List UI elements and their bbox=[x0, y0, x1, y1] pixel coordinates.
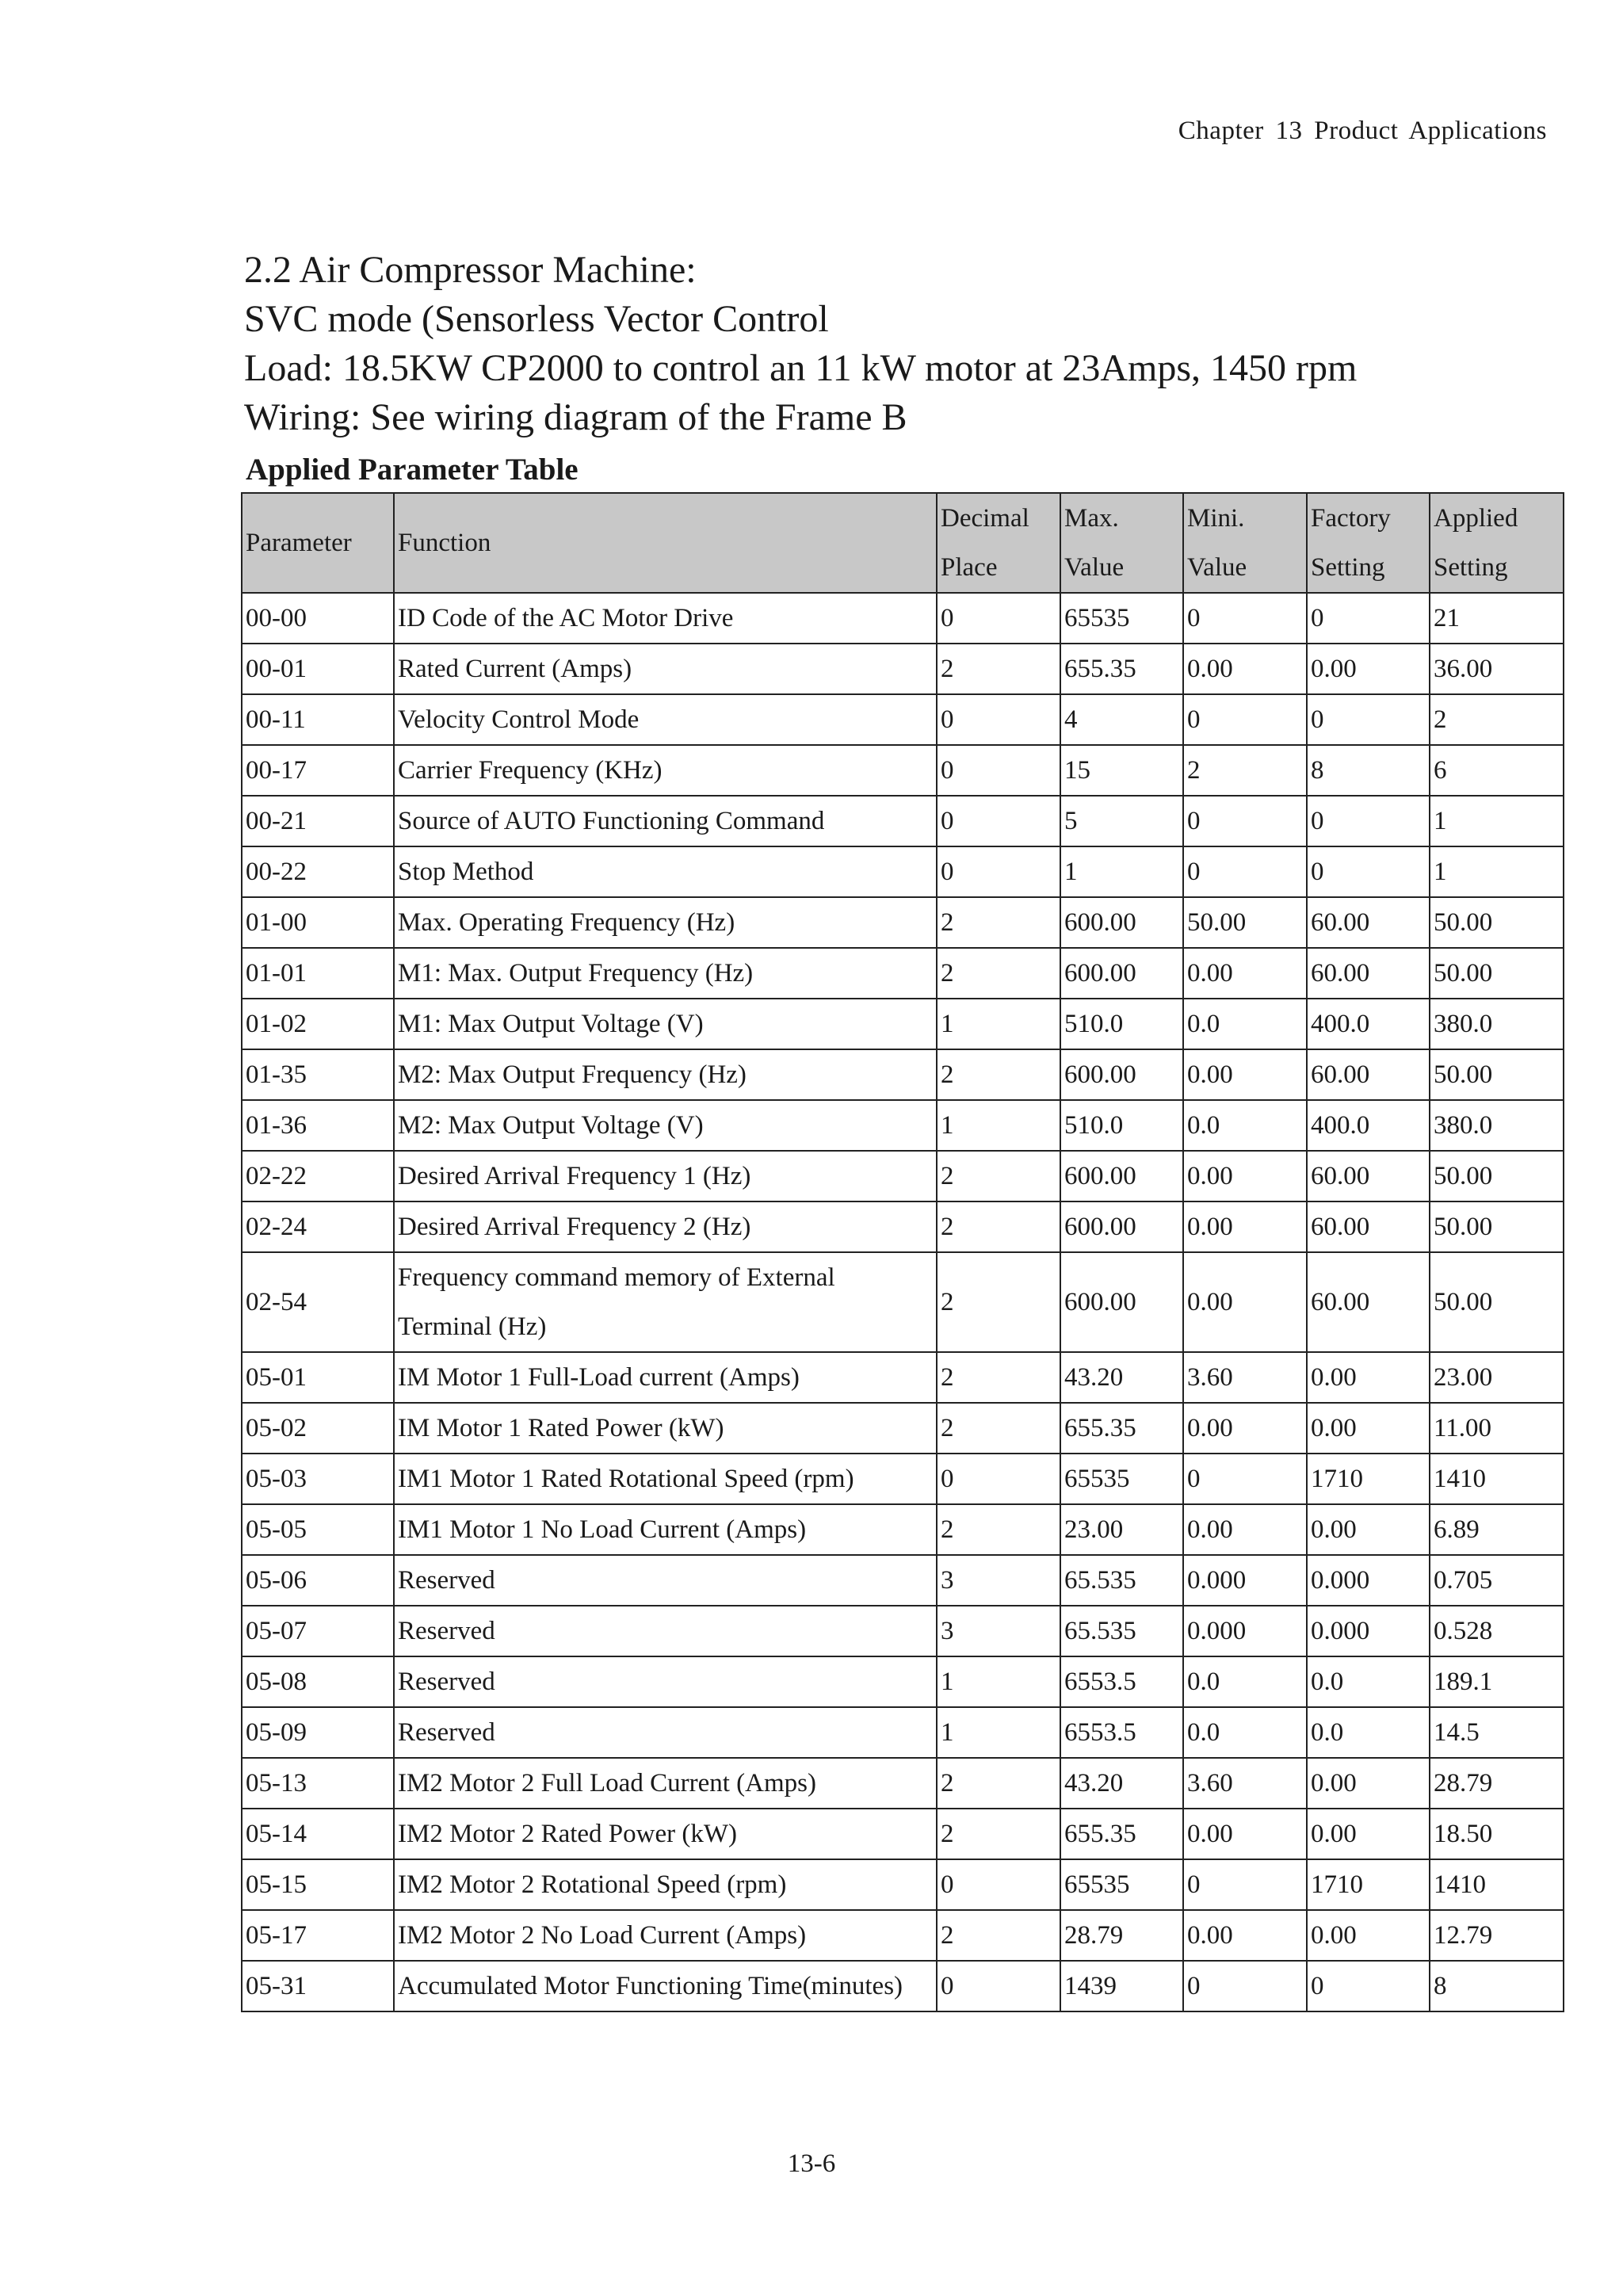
cell-min-value: 0 bbox=[1183, 846, 1307, 897]
header-factory-setting bbox=[1307, 493, 1430, 593]
cell-function: M2: Max Output Voltage (V) bbox=[394, 1100, 937, 1151]
cell-applied-setting: 0.705 bbox=[1430, 1555, 1564, 1606]
cell-decimal-place: 2 bbox=[937, 1910, 1060, 1961]
cell-decimal-place: 1 bbox=[937, 1656, 1060, 1707]
cell-parameter: 05-15 bbox=[242, 1859, 394, 1910]
cell-factory-setting: 0 bbox=[1307, 593, 1430, 644]
table-row bbox=[242, 745, 1564, 796]
cell-function: IM Motor 1 Rated Power (kW) bbox=[394, 1403, 937, 1454]
table-row bbox=[242, 1504, 1564, 1555]
cell-factory-setting: 60.00 bbox=[1307, 897, 1430, 948]
cell-applied-setting: 23.00 bbox=[1430, 1352, 1564, 1403]
cell-max-value: 655.35 bbox=[1060, 644, 1183, 694]
section-headings bbox=[244, 246, 1357, 442]
cell-factory-setting: 0.00 bbox=[1307, 1758, 1430, 1809]
cell-applied-setting: 50.00 bbox=[1430, 948, 1564, 999]
cell-min-value: 0 bbox=[1183, 1454, 1307, 1504]
cell-function: Reserved bbox=[394, 1555, 937, 1606]
header-max-value bbox=[1060, 493, 1183, 593]
cell-decimal-place: 0 bbox=[937, 694, 1060, 745]
cell-min-value: 0 bbox=[1183, 796, 1307, 846]
cell-parameter: 02-22 bbox=[242, 1151, 394, 1201]
table-header-row bbox=[242, 493, 1564, 593]
table-row bbox=[242, 1049, 1564, 1100]
cell-parameter: 01-36 bbox=[242, 1100, 394, 1151]
cell-decimal-place: 1 bbox=[937, 999, 1060, 1049]
cell-parameter: 00-00 bbox=[242, 593, 394, 644]
table-row bbox=[242, 897, 1564, 948]
cell-applied-setting: 8 bbox=[1430, 1961, 1564, 2011]
cell-factory-setting: 0.0 bbox=[1307, 1656, 1430, 1707]
cell-applied-setting: 6.89 bbox=[1430, 1504, 1564, 1555]
cell-factory-setting: 0 bbox=[1307, 694, 1430, 745]
cell-function: Desired Arrival Frequency 2 (Hz) bbox=[394, 1201, 937, 1252]
table-row bbox=[242, 1910, 1564, 1961]
cell-applied-setting: 1 bbox=[1430, 796, 1564, 846]
table-row bbox=[242, 1758, 1564, 1809]
cell-max-value: 65.535 bbox=[1060, 1606, 1183, 1656]
cell-max-value: 65535 bbox=[1060, 1454, 1183, 1504]
cell-parameter: 01-02 bbox=[242, 999, 394, 1049]
cell-decimal-place: 2 bbox=[937, 1252, 1060, 1352]
cell-min-value: 0.0 bbox=[1183, 999, 1307, 1049]
cell-factory-setting: 60.00 bbox=[1307, 1252, 1430, 1352]
cell-function: IM2 Motor 2 Rated Power (kW) bbox=[394, 1809, 937, 1859]
cell-factory-setting: 0.00 bbox=[1307, 1352, 1430, 1403]
running-header: Chapter 13 Product Applications bbox=[1178, 117, 1547, 145]
cell-applied-setting: 18.50 bbox=[1430, 1809, 1564, 1859]
cell-min-value: 2 bbox=[1183, 745, 1307, 796]
cell-factory-setting: 0.0 bbox=[1307, 1707, 1430, 1758]
header-applied-setting bbox=[1430, 493, 1564, 593]
cell-max-value: 655.35 bbox=[1060, 1403, 1183, 1454]
table-row bbox=[242, 1352, 1564, 1403]
cell-applied-setting: 380.0 bbox=[1430, 999, 1564, 1049]
cell-decimal-place: 2 bbox=[937, 897, 1060, 948]
cell-max-value: 65535 bbox=[1060, 1859, 1183, 1910]
cell-min-value: 0.000 bbox=[1183, 1606, 1307, 1656]
cell-applied-setting: 21 bbox=[1430, 593, 1564, 644]
cell-applied-setting: 14.5 bbox=[1430, 1707, 1564, 1758]
cell-decimal-place: 3 bbox=[937, 1606, 1060, 1656]
cell-min-value: 0.00 bbox=[1183, 1049, 1307, 1100]
cell-factory-setting: 1710 bbox=[1307, 1859, 1430, 1910]
cell-applied-setting: 50.00 bbox=[1430, 897, 1564, 948]
control-mode-line: SVC mode (Sensorless Vector Control bbox=[244, 298, 829, 340]
header-applied-line1: Applied bbox=[1434, 504, 1518, 533]
cell-max-value: 1 bbox=[1060, 846, 1183, 897]
cell-decimal-place: 3 bbox=[937, 1555, 1060, 1606]
cell-parameter: 05-01 bbox=[242, 1352, 394, 1403]
header-factory-line1: Factory bbox=[1311, 504, 1391, 533]
cell-factory-setting: 60.00 bbox=[1307, 1049, 1430, 1100]
cell-applied-setting: 11.00 bbox=[1430, 1403, 1564, 1454]
cell-min-value: 0.0 bbox=[1183, 1656, 1307, 1707]
cell-parameter: 00-21 bbox=[242, 796, 394, 846]
cell-parameter: 01-01 bbox=[242, 948, 394, 999]
table-row bbox=[242, 999, 1564, 1049]
cell-applied-setting: 6 bbox=[1430, 745, 1564, 796]
cell-parameter: 05-09 bbox=[242, 1707, 394, 1758]
cell-factory-setting: 0 bbox=[1307, 796, 1430, 846]
cell-function: IM2 Motor 2 No Load Current (Amps) bbox=[394, 1910, 937, 1961]
cell-max-value: 28.79 bbox=[1060, 1910, 1183, 1961]
cell-decimal-place: 0 bbox=[937, 1454, 1060, 1504]
cell-parameter: 05-02 bbox=[242, 1403, 394, 1454]
cell-function: IM1 Motor 1 No Load Current (Amps) bbox=[394, 1504, 937, 1555]
header-function: Function bbox=[394, 493, 937, 593]
table-row bbox=[242, 1555, 1564, 1606]
cell-applied-setting: 12.79 bbox=[1430, 1910, 1564, 1961]
cell-function: Reserved bbox=[394, 1656, 937, 1707]
cell-decimal-place: 1 bbox=[937, 1707, 1060, 1758]
cell-min-value: 0.00 bbox=[1183, 1403, 1307, 1454]
cell-parameter: 01-35 bbox=[242, 1049, 394, 1100]
cell-decimal-place: 2 bbox=[937, 644, 1060, 694]
cell-function: Reserved bbox=[394, 1606, 937, 1656]
table-row bbox=[242, 1151, 1564, 1201]
cell-decimal-place: 0 bbox=[937, 846, 1060, 897]
table-row bbox=[242, 1859, 1564, 1910]
cell-decimal-place: 0 bbox=[937, 1961, 1060, 2011]
cell-decimal-place: 2 bbox=[937, 1049, 1060, 1100]
cell-decimal-place: 0 bbox=[937, 1859, 1060, 1910]
cell-parameter: 05-06 bbox=[242, 1555, 394, 1606]
wiring-line: Wiring: See wiring diagram of the Frame B bbox=[244, 396, 907, 438]
cell-factory-setting: 400.0 bbox=[1307, 1100, 1430, 1151]
cell-applied-setting: 0.528 bbox=[1430, 1606, 1564, 1656]
cell-decimal-place: 2 bbox=[937, 1809, 1060, 1859]
cell-decimal-place: 0 bbox=[937, 593, 1060, 644]
header-factory-line2: Setting bbox=[1311, 553, 1385, 582]
cell-function: IM2 Motor 2 Rotational Speed (rpm) bbox=[394, 1859, 937, 1910]
cell-factory-setting: 0.00 bbox=[1307, 1504, 1430, 1555]
cell-function: Max. Operating Frequency (Hz) bbox=[394, 897, 937, 948]
cell-parameter: 05-14 bbox=[242, 1809, 394, 1859]
cell-max-value: 5 bbox=[1060, 796, 1183, 846]
cell-applied-setting: 1 bbox=[1430, 846, 1564, 897]
cell-function: Velocity Control Mode bbox=[394, 694, 937, 745]
cell-min-value: 3.60 bbox=[1183, 1352, 1307, 1403]
cell-max-value: 65535 bbox=[1060, 593, 1183, 644]
cell-applied-setting: 50.00 bbox=[1430, 1049, 1564, 1100]
cell-factory-setting: 60.00 bbox=[1307, 1201, 1430, 1252]
cell-factory-setting: 60.00 bbox=[1307, 948, 1430, 999]
cell-function: IM2 Motor 2 Full Load Current (Amps) bbox=[394, 1758, 937, 1809]
cell-function: Accumulated Motor Functioning Time(minutes) bbox=[394, 1961, 937, 2011]
table-row bbox=[242, 1201, 1564, 1252]
cell-parameter: 00-22 bbox=[242, 846, 394, 897]
cell-min-value: 0.00 bbox=[1183, 644, 1307, 694]
cell-function-line1: Frequency command memory of External bbox=[398, 1263, 835, 1292]
cell-max-value: 4 bbox=[1060, 694, 1183, 745]
cell-decimal-place: 0 bbox=[937, 745, 1060, 796]
cell-min-value: 0.0 bbox=[1183, 1707, 1307, 1758]
load-line: Load: 18.5KW CP2000 to control an 11 kW motor at 23Amps, 1450 rpm bbox=[244, 347, 1358, 389]
table-row bbox=[242, 1707, 1564, 1758]
cell-max-value: 6553.5 bbox=[1060, 1707, 1183, 1758]
cell-min-value: 0 bbox=[1183, 593, 1307, 644]
applied-parameter-table bbox=[241, 492, 1564, 2012]
table-row bbox=[242, 1454, 1564, 1504]
header-decimal-line2: Place bbox=[941, 553, 998, 582]
cell-decimal-place: 2 bbox=[937, 948, 1060, 999]
cell-max-value: 600.00 bbox=[1060, 897, 1183, 948]
cell-factory-setting: 60.00 bbox=[1307, 1151, 1430, 1201]
header-min-value bbox=[1183, 493, 1307, 593]
cell-decimal-place: 2 bbox=[937, 1758, 1060, 1809]
cell-parameter: 05-13 bbox=[242, 1758, 394, 1809]
cell-max-value: 65.535 bbox=[1060, 1555, 1183, 1606]
cell-function: Reserved bbox=[394, 1707, 937, 1758]
cell-applied-setting: 189.1 bbox=[1430, 1656, 1564, 1707]
cell-factory-setting: 0 bbox=[1307, 1961, 1430, 2011]
cell-applied-setting: 50.00 bbox=[1430, 1151, 1564, 1201]
table-row bbox=[242, 846, 1564, 897]
table-row bbox=[242, 1403, 1564, 1454]
cell-max-value: 600.00 bbox=[1060, 948, 1183, 999]
table-row bbox=[242, 1961, 1564, 2011]
cell-max-value: 600.00 bbox=[1060, 1252, 1183, 1352]
cell-factory-setting: 0.000 bbox=[1307, 1606, 1430, 1656]
table-row bbox=[242, 1809, 1564, 1859]
cell-max-value: 23.00 bbox=[1060, 1504, 1183, 1555]
header-applied-line2: Setting bbox=[1434, 553, 1508, 582]
section-title: 2.2 Air Compressor Machine: bbox=[244, 249, 697, 291]
cell-decimal-place: 2 bbox=[937, 1352, 1060, 1403]
cell-function: Desired Arrival Frequency 1 (Hz) bbox=[394, 1151, 937, 1201]
cell-parameter: 05-08 bbox=[242, 1656, 394, 1707]
cell-applied-setting: 380.0 bbox=[1430, 1100, 1564, 1151]
cell-applied-setting: 50.00 bbox=[1430, 1201, 1564, 1252]
cell-max-value: 43.20 bbox=[1060, 1352, 1183, 1403]
header-max-line2: Value bbox=[1064, 553, 1125, 582]
cell-factory-setting: 0.00 bbox=[1307, 644, 1430, 694]
cell-decimal-place: 2 bbox=[937, 1504, 1060, 1555]
cell-applied-setting: 1410 bbox=[1430, 1454, 1564, 1504]
cell-parameter: 05-17 bbox=[242, 1910, 394, 1961]
cell-function: Stop Method bbox=[394, 846, 937, 897]
cell-decimal-place: 0 bbox=[937, 796, 1060, 846]
cell-parameter: 00-17 bbox=[242, 745, 394, 796]
cell-min-value: 50.00 bbox=[1183, 897, 1307, 948]
table-row bbox=[242, 694, 1564, 745]
cell-min-value: 0.00 bbox=[1183, 1151, 1307, 1201]
header-parameter: Parameter bbox=[242, 493, 394, 593]
cell-factory-setting: 0 bbox=[1307, 846, 1430, 897]
cell-decimal-place: 2 bbox=[937, 1151, 1060, 1201]
cell-function: M2: Max Output Frequency (Hz) bbox=[394, 1049, 937, 1100]
cell-min-value: 0.00 bbox=[1183, 1809, 1307, 1859]
cell-min-value: 0.00 bbox=[1183, 1201, 1307, 1252]
cell-function: M1: Max Output Voltage (V) bbox=[394, 999, 937, 1049]
cell-factory-setting: 0.00 bbox=[1307, 1403, 1430, 1454]
cell-decimal-place: 1 bbox=[937, 1100, 1060, 1151]
cell-max-value: 1439 bbox=[1060, 1961, 1183, 2011]
header-decimal-place bbox=[937, 493, 1060, 593]
cell-decimal-place: 2 bbox=[937, 1403, 1060, 1454]
cell-parameter: 05-07 bbox=[242, 1606, 394, 1656]
cell-parameter: 05-03 bbox=[242, 1454, 394, 1504]
cell-min-value: 0.00 bbox=[1183, 1910, 1307, 1961]
header-min-line1: Mini. bbox=[1187, 504, 1245, 533]
cell-max-value: 600.00 bbox=[1060, 1201, 1183, 1252]
table-row bbox=[242, 1606, 1564, 1656]
cell-function: IM Motor 1 Full-Load current (Amps) bbox=[394, 1352, 937, 1403]
table-row bbox=[242, 1252, 1564, 1352]
cell-factory-setting: 0.00 bbox=[1307, 1910, 1430, 1961]
cell-max-value: 600.00 bbox=[1060, 1049, 1183, 1100]
cell-factory-setting: 8 bbox=[1307, 745, 1430, 796]
cell-applied-setting: 36.00 bbox=[1430, 644, 1564, 694]
cell-min-value: 0 bbox=[1183, 1961, 1307, 2011]
cell-applied-setting: 2 bbox=[1430, 694, 1564, 745]
cell-min-value: 0.00 bbox=[1183, 1252, 1307, 1352]
cell-max-value: 6553.5 bbox=[1060, 1656, 1183, 1707]
cell-max-value: 15 bbox=[1060, 745, 1183, 796]
cell-parameter: 01-00 bbox=[242, 897, 394, 948]
table-row bbox=[242, 948, 1564, 999]
cell-applied-setting: 50.00 bbox=[1430, 1252, 1564, 1352]
cell-parameter: 02-54 bbox=[242, 1252, 394, 1352]
cell-parameter: 05-31 bbox=[242, 1961, 394, 2011]
cell-function-line2: Terminal (Hz) bbox=[398, 1312, 547, 1341]
cell-factory-setting: 0.00 bbox=[1307, 1809, 1430, 1859]
cell-max-value: 655.35 bbox=[1060, 1809, 1183, 1859]
header-max-line1: Max. bbox=[1064, 504, 1119, 533]
cell-function: M1: Max. Output Frequency (Hz) bbox=[394, 948, 937, 999]
cell-factory-setting: 0.000 bbox=[1307, 1555, 1430, 1606]
page-number: 13-6 bbox=[787, 2149, 836, 2178]
cell-function: ID Code of the AC Motor Drive bbox=[394, 593, 937, 644]
cell-min-value: 0.00 bbox=[1183, 1504, 1307, 1555]
header-min-line2: Value bbox=[1187, 553, 1247, 582]
table-row bbox=[242, 593, 1564, 644]
cell-min-value: 0.000 bbox=[1183, 1555, 1307, 1606]
cell-min-value: 0 bbox=[1183, 694, 1307, 745]
cell-function bbox=[394, 1252, 937, 1352]
cell-parameter: 02-24 bbox=[242, 1201, 394, 1252]
header-decimal-line1: Decimal bbox=[941, 504, 1029, 533]
table-row bbox=[242, 644, 1564, 694]
cell-max-value: 510.0 bbox=[1060, 999, 1183, 1049]
cell-parameter: 05-05 bbox=[242, 1504, 394, 1555]
cell-parameter: 00-11 bbox=[242, 694, 394, 745]
cell-min-value: 3.60 bbox=[1183, 1758, 1307, 1809]
cell-applied-setting: 28.79 bbox=[1430, 1758, 1564, 1809]
cell-min-value: 0 bbox=[1183, 1859, 1307, 1910]
table-row bbox=[242, 1656, 1564, 1707]
table-row bbox=[242, 796, 1564, 846]
cell-function: Rated Current (Amps) bbox=[394, 644, 937, 694]
cell-function: Carrier Frequency (KHz) bbox=[394, 745, 937, 796]
cell-max-value: 510.0 bbox=[1060, 1100, 1183, 1151]
cell-decimal-place: 2 bbox=[937, 1201, 1060, 1252]
cell-factory-setting: 1710 bbox=[1307, 1454, 1430, 1504]
table-body bbox=[242, 593, 1564, 2011]
cell-function: Source of AUTO Functioning Command bbox=[394, 796, 937, 846]
cell-factory-setting: 400.0 bbox=[1307, 999, 1430, 1049]
cell-applied-setting: 1410 bbox=[1430, 1859, 1564, 1910]
table-caption: Applied Parameter Table bbox=[246, 453, 579, 487]
cell-min-value: 0.0 bbox=[1183, 1100, 1307, 1151]
cell-min-value: 0.00 bbox=[1183, 948, 1307, 999]
cell-max-value: 43.20 bbox=[1060, 1758, 1183, 1809]
cell-parameter: 00-01 bbox=[242, 644, 394, 694]
table-row bbox=[242, 1100, 1564, 1151]
cell-function: IM1 Motor 1 Rated Rotational Speed (rpm) bbox=[394, 1454, 937, 1504]
cell-max-value: 600.00 bbox=[1060, 1151, 1183, 1201]
